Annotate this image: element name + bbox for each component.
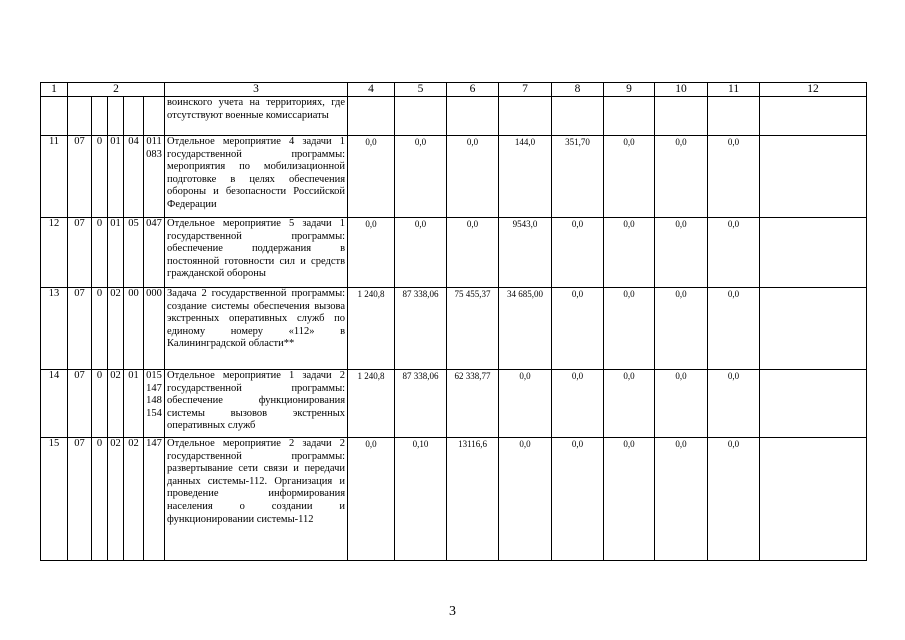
measure-description: Отдельное мероприятие 1 задачи 2 государственной программы: обеспечение функционирования системы вызовов экстренных оперативных служб: [165, 370, 348, 438]
value-col-11: 0,0: [708, 136, 760, 218]
value-col-11: 0,0: [708, 218, 760, 288]
code-part-2: 0: [92, 218, 108, 288]
value-col-5: 87 338,06: [395, 370, 447, 438]
header-col-9: 9: [604, 83, 655, 97]
value-col-4: [348, 97, 395, 136]
value-col-7: 144,0: [499, 136, 552, 218]
value-col-8: 351,70: [552, 136, 604, 218]
header-col-6: 6: [447, 83, 499, 97]
value-col-9: [604, 97, 655, 136]
code-part-1: [68, 97, 92, 136]
value-col-9: 0,0: [604, 288, 655, 370]
code-part-4: 00: [124, 288, 144, 370]
value-col-12: [760, 438, 867, 561]
code-part-2: 0: [92, 370, 108, 438]
header-row: [41, 83, 867, 97]
code-part-3: 01: [108, 218, 124, 288]
code-part-3: 02: [108, 370, 124, 438]
value-col-5: 0,10: [395, 438, 447, 561]
code-part-4: [124, 97, 144, 136]
header-col-11: 11: [708, 83, 760, 97]
measure-description: воинского учета на территориях, где отсутствуют военные комиссариаты: [165, 97, 348, 136]
table-row: [41, 136, 867, 218]
row-number: 11: [41, 136, 68, 218]
code-part-2: 0: [92, 136, 108, 218]
header-col-2: 2: [68, 83, 165, 97]
value-col-6: 13116,6: [447, 438, 499, 561]
code-part-3: 02: [108, 438, 124, 561]
code-part-5: 047: [144, 218, 165, 288]
value-col-12: [760, 218, 867, 288]
header-col-12: 12: [760, 83, 867, 97]
value-col-6: 75 455,37: [447, 288, 499, 370]
value-col-10: 0,0: [655, 370, 708, 438]
value-col-7: 0,0: [499, 370, 552, 438]
value-col-6: [447, 97, 499, 136]
value-col-12: [760, 136, 867, 218]
value-col-11: [708, 97, 760, 136]
table-row: [41, 370, 867, 438]
row-number: 15: [41, 438, 68, 561]
value-col-4: 0,0: [348, 438, 395, 561]
code-part-3: 01: [108, 136, 124, 218]
code-part-5: [144, 97, 165, 136]
value-col-10: 0,0: [655, 218, 708, 288]
value-col-7: 9543,0: [499, 218, 552, 288]
header-col-7: 7: [499, 83, 552, 97]
value-col-12: [760, 370, 867, 438]
header-col-3: 3: [165, 83, 348, 97]
row-number: 12: [41, 218, 68, 288]
value-col-9: 0,0: [604, 136, 655, 218]
table-row: [41, 288, 867, 370]
code-part-1: 07: [68, 438, 92, 561]
value-col-5: 87 338,06: [395, 288, 447, 370]
code-part-3: 02: [108, 288, 124, 370]
code-part-4: 01: [124, 370, 144, 438]
value-col-8: 0,0: [552, 370, 604, 438]
value-col-11: 0,0: [708, 370, 760, 438]
value-col-4: 0,0: [348, 136, 395, 218]
value-col-10: 0,0: [655, 136, 708, 218]
code-part-4: 05: [124, 218, 144, 288]
value-col-7: 0,0: [499, 438, 552, 561]
code-part-4: 04: [124, 136, 144, 218]
header-col-4: 4: [348, 83, 395, 97]
value-col-5: 0,0: [395, 136, 447, 218]
code-part-2: [92, 97, 108, 136]
value-col-11: 0,0: [708, 288, 760, 370]
value-col-6: 0,0: [447, 136, 499, 218]
table-row: [41, 438, 867, 561]
header-col-1: 1: [41, 83, 68, 97]
row-number: [41, 97, 68, 136]
table-row: [41, 218, 867, 288]
value-col-12: [760, 97, 867, 136]
value-col-6: 0,0: [447, 218, 499, 288]
code-part-1: 07: [68, 370, 92, 438]
header-col-8: 8: [552, 83, 604, 97]
code-part-4: 02: [124, 438, 144, 561]
value-col-10: 0,0: [655, 438, 708, 561]
value-col-8: 0,0: [552, 218, 604, 288]
value-col-5: 0,0: [395, 218, 447, 288]
value-col-7: 34 685,00: [499, 288, 552, 370]
code-part-2: 0: [92, 288, 108, 370]
value-col-9: 0,0: [604, 370, 655, 438]
row-number: 14: [41, 370, 68, 438]
header-col-5: 5: [395, 83, 447, 97]
value-col-12: [760, 288, 867, 370]
value-col-7: [499, 97, 552, 136]
code-part-2: 0: [92, 438, 108, 561]
value-col-10: 0,0: [655, 288, 708, 370]
value-col-5: [395, 97, 447, 136]
header-col-10: 10: [655, 83, 708, 97]
value-col-4: 1 240,8: [348, 288, 395, 370]
code-part-5: 015 147 148 154: [144, 370, 165, 438]
code-part-1: 07: [68, 218, 92, 288]
value-col-8: 0,0: [552, 288, 604, 370]
value-col-6: 62 338,77: [447, 370, 499, 438]
code-part-5: 000: [144, 288, 165, 370]
code-part-5: 147: [144, 438, 165, 561]
code-part-3: [108, 97, 124, 136]
value-col-8: [552, 97, 604, 136]
value-col-4: 1 240,8: [348, 370, 395, 438]
code-part-1: 07: [68, 136, 92, 218]
measure-description: Отдельное мероприятие 2 задачи 2 государственной программы: развертывание сети связи и передачи данных системы-112. Организация и проведение информирования населения о создании и функционировании системы-112: [165, 438, 348, 561]
row-number: 13: [41, 288, 68, 370]
budget-table: [40, 82, 867, 561]
value-col-10: [655, 97, 708, 136]
measure-description: Отдельное мероприятие 5 задачи 1 государственной программы: обеспечение поддержания в постоянной готовности сил и средств гражданской обороны: [165, 218, 348, 288]
value-col-9: 0,0: [604, 438, 655, 561]
code-part-5: 011 083: [144, 136, 165, 218]
page-number: 3: [449, 604, 456, 619]
measure-description: Отдельное мероприятие 4 задачи 1 государственной программы: мероприятия по мобилизационной подготовке в целях обеспечения обороны и безопасности Российской Федерации: [165, 136, 348, 218]
value-col-8: 0,0: [552, 438, 604, 561]
value-col-4: 0,0: [348, 218, 395, 288]
measure-description: Задача 2 государственной программы: создание системы обеспечения вызова экстренных оперативных служб по единому номеру «112» в Калининградской области**: [165, 288, 348, 370]
code-part-1: 07: [68, 288, 92, 370]
value-col-11: 0,0: [708, 438, 760, 561]
table-row: [41, 97, 867, 136]
value-col-9: 0,0: [604, 218, 655, 288]
